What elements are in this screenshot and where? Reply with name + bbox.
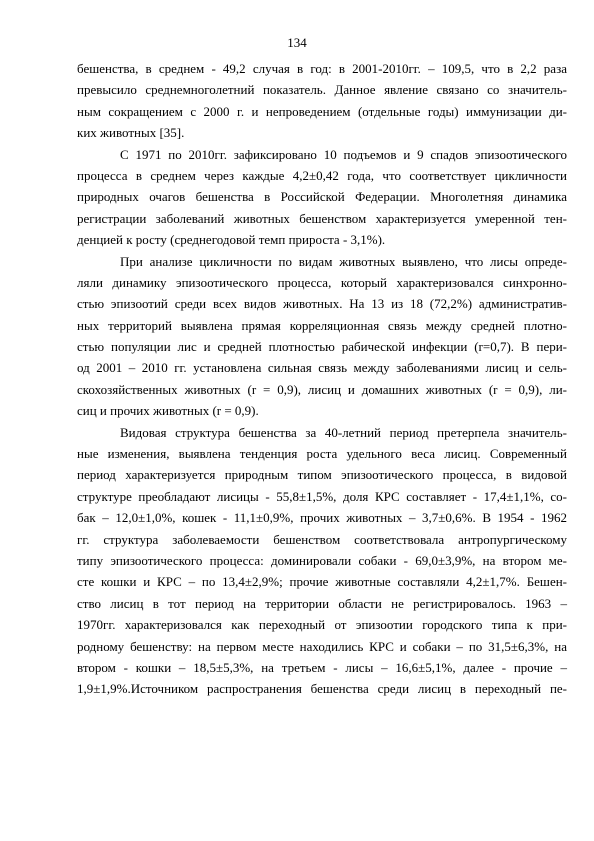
text-line: денцией к росту (среднегодовой темп прироста - 3,1%). — [77, 232, 386, 248]
text-line: ких животных [35]. — [77, 125, 185, 141]
text-line: ных территорий выявлена прямая корреляционная связь между средней плотно- — [77, 317, 567, 333]
text-line: При анализе цикличности по видам животных выявлено, что лисы опреде- — [120, 253, 567, 269]
page-number: 134 — [287, 35, 307, 50]
text-line: процесса в среднем через каждые 4,2±0,42 года, что соответствует цикличности — [77, 167, 567, 183]
text-line: С 1971 по 2010гг. зафиксировано 10 подъемов и 9 спадов эпизоотического — [120, 146, 567, 162]
text-line: регистрации заболеваний животных бешенством характеризуется умеренной тен- — [77, 210, 567, 226]
paragraph — [77, 251, 567, 422]
text-line: Видовая структура бешенства за 40-летний период претерпела значитель- — [120, 424, 567, 440]
paragraph — [77, 422, 567, 700]
text-line: структуре преобладают лисицы - 55,8±1,5%, доля КРС составляет - 17,4±1,1%, со- — [77, 488, 567, 504]
text-line: 1,9±1,9%.Источником распространения бешенства среди лисиц в переходный пе- — [77, 681, 567, 697]
text-line: ным сокращением с 2000 г. и непроведением (отдельные годы) иммунизации ди- — [77, 103, 567, 119]
paragraph — [77, 144, 567, 251]
text-line: период характеризуется природным типом эпизоотического процесса, в видовой — [77, 467, 567, 483]
text-line: типу эпизоотического процесса: доминировали собаки - 69,0±3,9%, на втором ме- — [77, 552, 567, 568]
text-line: природных очагов бешенства в Российской Федерации. Многолетняя динамика — [77, 189, 567, 205]
text-line: бешенства, в среднем - 49,2 случая в год: в 2001-2010гг. – 109,5, что в 2,2 раза — [77, 61, 567, 76]
text-line: ство лисиц в тот период на территории области не регистрировалось. 1963 – — [77, 595, 567, 611]
text-line: стью популяции лис и средней плотностью рабической инфекции (r=0,7). В пери- — [77, 339, 567, 355]
text-line: стью эпизоотий среди всех видов животных. На 13 из 18 (72,2%) административ- — [77, 296, 567, 312]
paragraph — [77, 58, 567, 144]
text-line: ные изменения, выявлена тенденция роста удельного веса лисиц. Современный — [77, 446, 567, 462]
text-line: втором - кошки – 18,5±5,3%, на третьем - лисы – 16,6±5,1%, далее - прочие – — [77, 659, 567, 675]
text-line: сиц и прочих животных (r = 0,9). — [77, 403, 259, 419]
text-line: 1970гг. характеризовался как переходный от эпизоотии городского типа к при- — [77, 617, 567, 633]
text-line: родному бешенству: на первом месте находились КРС и собаки – по 31,5±6,3%, на — [77, 638, 567, 654]
text-line: превысило среднемноголетний показатель. Данное явление связано со значитель- — [77, 82, 567, 98]
text-line: гг. структура заболеваемости бешенством соответствовала антропургическому — [77, 531, 567, 547]
text-line: сте кошки и КРС – по 13,4±2,9%; прочие животные составляли 4,2±1,7%. Бешен- — [77, 574, 567, 590]
text-line: бак – 12,0±1,0%, кошек - 11,1±0,9%, прочих животных – 3,7±0,6%. В 1954 - 1962 — [77, 510, 567, 526]
text-line: од 2001 – 2010 гг. установлена сильная связь между заболеваниями лисиц и сель- — [77, 360, 567, 376]
text-line: ляли динамику эпизоотического процесса, который характеризовался синхронно- — [77, 274, 567, 290]
text-line: скохозяйственных животных (r = 0,9), лисиц и домашних животных (r = 0,9), ли- — [77, 381, 567, 397]
body-text — [77, 58, 567, 700]
